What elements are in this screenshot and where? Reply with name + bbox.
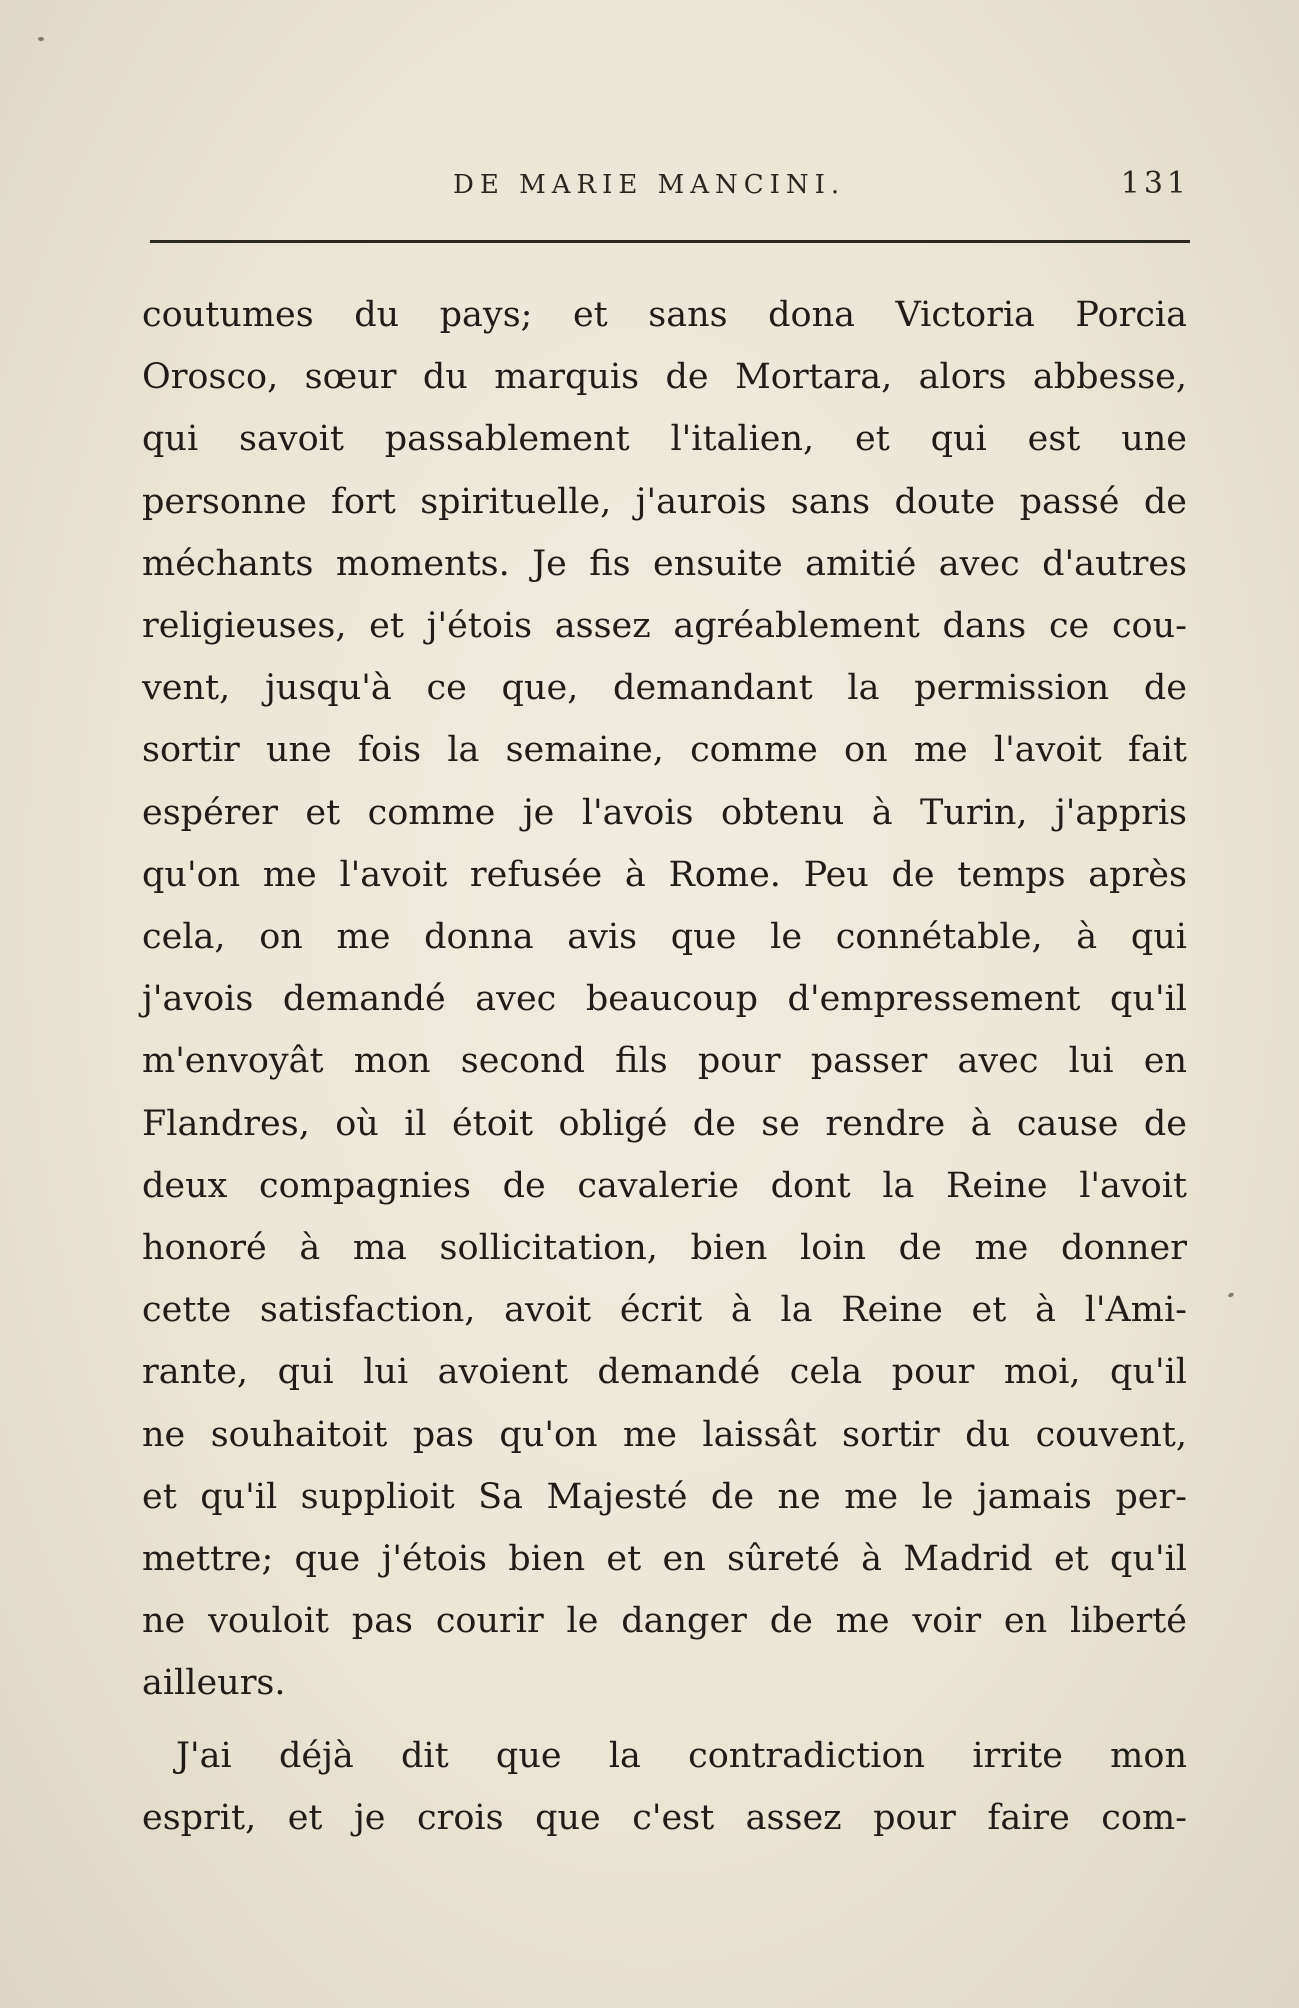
text-line: m'envoyât mon second fils pour passer avec lui en: [142, 1041, 1187, 1082]
text-line: ailleurs.: [142, 1663, 286, 1704]
text-line: esprit, et je crois que c'est assez pour faire com-: [142, 1797, 1187, 1838]
text-line: religieuses, et j'étois assez agréablement dans ce cou-: [142, 606, 1187, 647]
text-line: deux compagnies de cavalerie dont la Reine l'avoit: [142, 1165, 1187, 1206]
ink-speck: [38, 37, 44, 41]
text-line: coutumes du pays; et sans dona Victoria Porcia: [142, 295, 1187, 335]
text-line: Orosco, sœur du marquis de Mortara, alors abbesse,: [142, 357, 1187, 398]
text-line: j'avois demandé avec beaucoup d'empressement qu'il: [142, 979, 1187, 1020]
text-line: sortir une fois la semaine, comme on me l'avoit fait: [142, 730, 1187, 771]
text-line: personne fort spirituelle, j'aurois sans doute passé de: [142, 481, 1187, 522]
text-line: ne souhaitoit pas qu'on me laissât sortir du couvent,: [142, 1414, 1187, 1455]
text-line: J'ai déjà dit que la contradiction irrite mon: [176, 1735, 1187, 1776]
text-line: Flandres, où il étoit obligé de se rendre à cause de: [142, 1103, 1187, 1144]
running-title: DE MARIE MANCINI.: [453, 170, 846, 200]
text-line: honoré à ma sollicitation, bien loin de me donner: [142, 1228, 1187, 1269]
text-line: cela, on me donna avis que le connétable, à qui: [142, 917, 1187, 958]
text-line: qui savoit passablement l'italien, et qui est une: [142, 419, 1187, 460]
ink-speck: [1227, 1292, 1234, 1298]
text-line: méchants moments. Je fis ensuite amitié avec d'autres: [142, 543, 1187, 584]
body-text: [142, 284, 1187, 1849]
text-line: rante, qui lui avoient demandé cela pour moi, qu'il: [142, 1352, 1187, 1393]
text-line: mettre; que j'étois bien et en sûreté à Madrid et qu'il: [142, 1539, 1187, 1580]
page-number: 131: [1120, 166, 1190, 201]
text-line: qu'on me l'avoit refusée à Rome. Peu de temps après: [142, 854, 1187, 895]
text-line: cette satisfaction, avoit écrit à la Reine et à l'Ami-: [142, 1290, 1187, 1331]
running-header: [150, 166, 1190, 208]
text-line: et qu'il supplioit Sa Majesté de ne me le jamais per-: [142, 1476, 1187, 1517]
text-line: espérer et comme je l'avois obtenu à Turin, j'appris: [142, 792, 1187, 833]
text-line: ne vouloit pas courir le danger de me voir en liberté: [142, 1601, 1187, 1642]
text-line: vent, jusqu'à ce que, demandant la permission de: [142, 668, 1187, 709]
header-rule: [150, 240, 1190, 243]
